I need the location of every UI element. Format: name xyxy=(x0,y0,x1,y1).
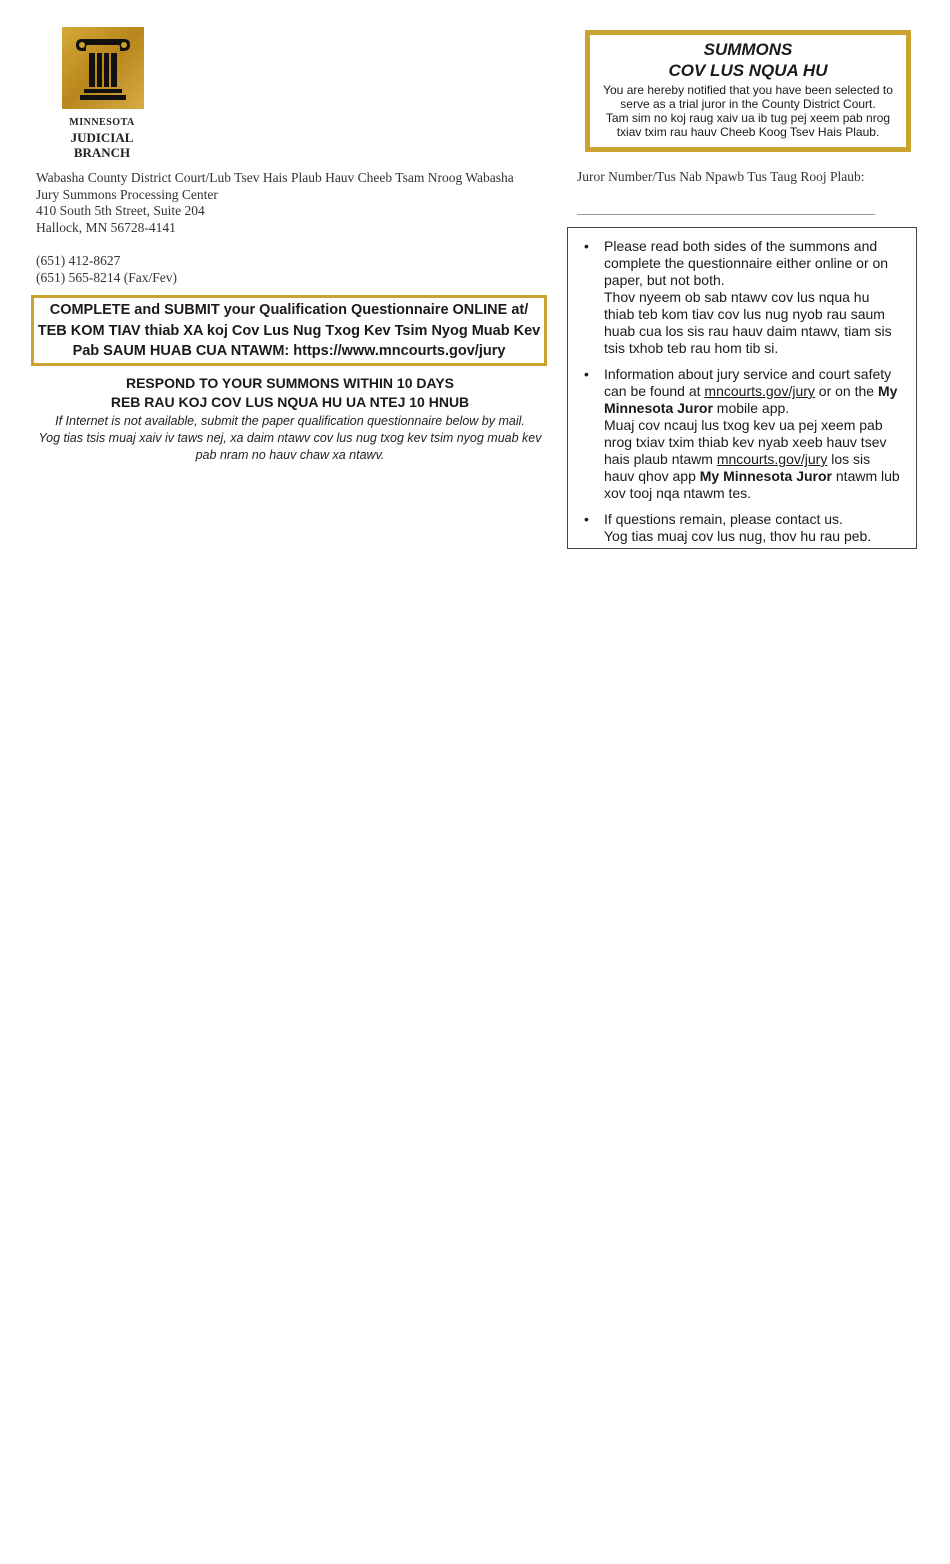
text: ntawm lub xov tooj nqa ntawm tes. xyxy=(604,468,900,501)
address-line-3: 410 South 5th Street, Suite 204 xyxy=(36,203,205,218)
text: mobile app. xyxy=(712,400,790,416)
fax-number: (651) 565-8214 (Fax/Fev) xyxy=(36,269,177,285)
instruction-1-en: Please read both sides of the summons and complete the questionnaire either online or on paper, but not both. xyxy=(604,238,889,288)
address-line-4: Hallock, MN 56728-4141 xyxy=(36,219,176,235)
online-line-3[interactable]: Pab SAUM HUAB CUA NTAWM: https://www.mncourts.gov/jury xyxy=(72,343,506,359)
pillar-icon xyxy=(62,27,144,109)
judicial-branch-logo xyxy=(62,27,144,109)
summons-body-en: You are hereby notified that you have been selected to serve as a trial juror in the County District Court. xyxy=(603,83,893,111)
online-line-1: COMPLETE and SUBMIT your Qualification Questionnaire ONLINE at/ xyxy=(49,302,529,318)
court-address xyxy=(36,170,514,236)
text: Information about jury service and court safety can be found at xyxy=(604,366,892,399)
list-item xyxy=(584,238,902,357)
summons-body xyxy=(598,83,898,139)
list-item xyxy=(584,366,902,502)
bullet: • xyxy=(584,238,589,254)
logo-wordmark xyxy=(46,115,158,160)
jury-link[interactable]: mncourts.gov/jury xyxy=(716,451,828,467)
logo-line-2: JUDICIAL xyxy=(70,130,134,145)
instructions-list xyxy=(582,238,902,545)
text: Muaj cov ncauj lus txog kev ua pej xeem pab nrog txiav txim thiab kev nyab xeeb hauv tsev hais plaub ntawm xyxy=(604,417,887,467)
respond-note-en: If Internet is not available, submit the paper qualification questionnaire below by mail. xyxy=(55,414,525,428)
instruction-3-en: If questions remain, please contact us. xyxy=(604,511,843,527)
respond-note-hmong: Yog tias tsis muaj xaiv iv taws nej, xa daim ntawv cov lus nug txog kev tsim nyog muab kev pab nram no hauv chaw xa ntawv. xyxy=(38,431,542,462)
summons-notice-box xyxy=(585,30,911,152)
address-line-1: Wabasha County District Court/Lub Tsev Hais Plaub Hauv Cheeb Tsam Nroog Wabasha xyxy=(36,170,514,185)
juror-number-label: Juror Number/Tus Nab Npawb Tus Taug Rooj Plaub: xyxy=(577,169,865,184)
respond-heading-en: RESPOND TO YOUR SUMMONS WITHIN 10 DAYS xyxy=(125,375,454,391)
instruction-2-en xyxy=(604,366,902,417)
bullet: • xyxy=(584,366,589,382)
instructions-box xyxy=(567,227,917,549)
text: los sis hauv qhov app xyxy=(604,451,871,484)
summons-title-hmong: COV LUS NQUA HU xyxy=(668,61,828,80)
jury-link[interactable]: mncourts.gov/jury xyxy=(704,383,815,399)
online-questionnaire-box xyxy=(31,295,547,366)
instruction-2-hmong xyxy=(604,417,902,502)
respond-heading-hmong: REB RAU KOJ COV LUS NQUA HU UA NTEJ 10 HNUB xyxy=(110,394,470,410)
phone-number: (651) 412-8627 xyxy=(36,253,121,268)
instruction-1-hmong: Thov nyeem ob sab ntawv cov lus nqua hu thiab teb kom tiav cov lus nug nyob rau saum huab cua los sis rau hauv daim ntawv, tiam sis tsis txhob teb rau hom tib si. xyxy=(604,289,892,356)
respond-note xyxy=(30,413,550,464)
online-line-2: TEB KOM TIAV thiab XA koj Cov Lus Nug Txog Kev Tsim Nyog Muab Kev xyxy=(37,322,541,339)
court-phones xyxy=(36,253,177,286)
juror-number-field[interactable] xyxy=(577,214,875,215)
summons-body-hmong: Tam sim no koj raug xaiv ua ib tug pej xeem pab nrog txiav txim rau hauv Cheeb Koog Tsev Hais Plaub. xyxy=(605,111,891,139)
summons-title xyxy=(598,39,898,81)
logo-line-1: MINNESOTA xyxy=(69,117,135,128)
bullet: • xyxy=(584,511,589,527)
logo-line-3: BRANCH xyxy=(73,145,131,160)
address-line-2: Jury Summons Processing Center xyxy=(36,186,218,202)
instruction-3-hmong: Yog tias muaj cov lus nug, thov hu rau peb. xyxy=(604,528,872,544)
list-item xyxy=(584,511,902,545)
summons-title-en: SUMMONS xyxy=(703,40,793,59)
text: or on the xyxy=(814,383,878,399)
respond-section xyxy=(30,374,550,464)
app-name: My Minnesota Juror xyxy=(699,468,832,484)
app-name: My Minnesota Juror xyxy=(604,383,898,416)
